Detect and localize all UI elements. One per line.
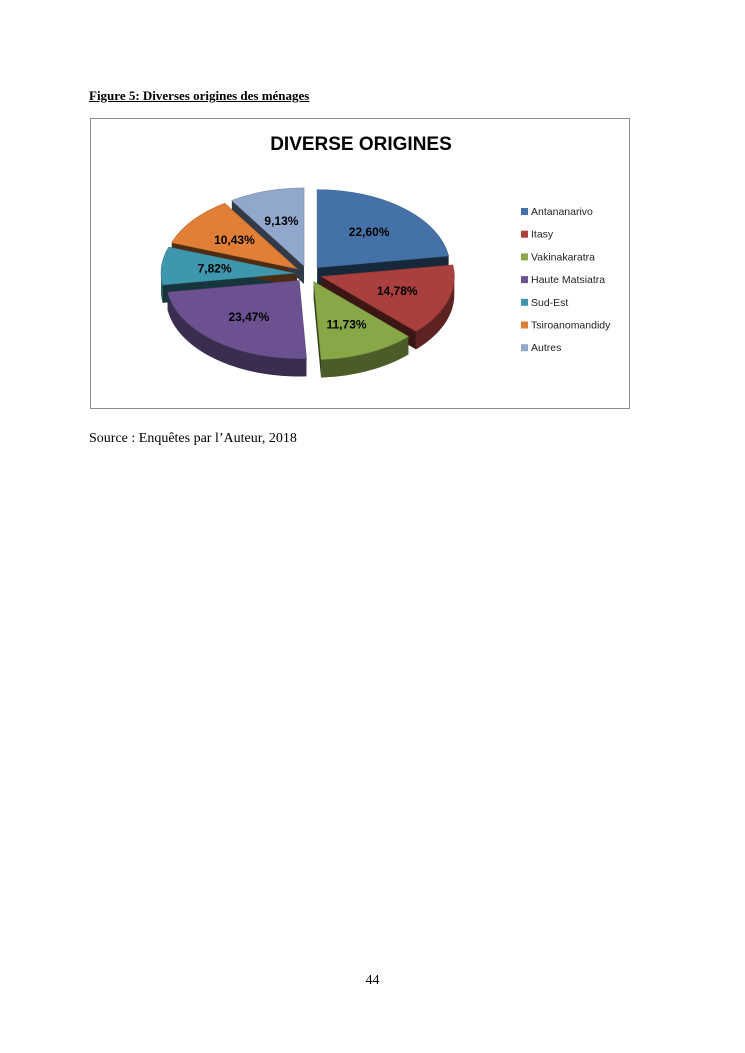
legend-swatch — [521, 231, 528, 238]
legend-item-label: Autres — [531, 342, 562, 355]
legend-item-label: Sud-Est — [531, 296, 569, 309]
chart-title: DIVERSE ORIGINES — [270, 134, 452, 155]
legend-item-label: Vakinakaratra — [531, 251, 596, 264]
pie-chart — [91, 119, 631, 410]
legend-item-label: Haute Matsiatra — [531, 274, 606, 287]
data-label: 22,60% — [348, 225, 390, 240]
legend-swatch — [521, 322, 528, 329]
legend-swatch — [521, 208, 528, 215]
data-label: 7,82% — [197, 261, 232, 276]
page-number: 44 — [365, 973, 380, 988]
data-label: 14,78% — [376, 284, 418, 299]
legend-swatch — [521, 276, 528, 283]
pie-layer — [161, 188, 454, 378]
data-label: 10,43% — [214, 232, 255, 247]
data-label: 9,13% — [264, 214, 299, 229]
legend-swatch — [521, 253, 528, 260]
legend-item-label: Itasy — [531, 228, 554, 241]
figure-caption: Figure 5: Diverses origines des ménages — [89, 88, 310, 103]
data-label: 23,47% — [228, 309, 270, 324]
legend — [521, 206, 611, 354]
legend-swatch — [521, 344, 528, 351]
legend-swatch — [521, 299, 528, 306]
legend-item-label: Tsiroanomandidy — [531, 319, 611, 332]
data-label: 11,73% — [326, 317, 367, 332]
chart-frame — [90, 118, 630, 409]
source-note: Source : Enquêtes par l’Auteur, 2018 — [89, 431, 297, 446]
legend-item-label: Antananarivo — [531, 206, 593, 218]
